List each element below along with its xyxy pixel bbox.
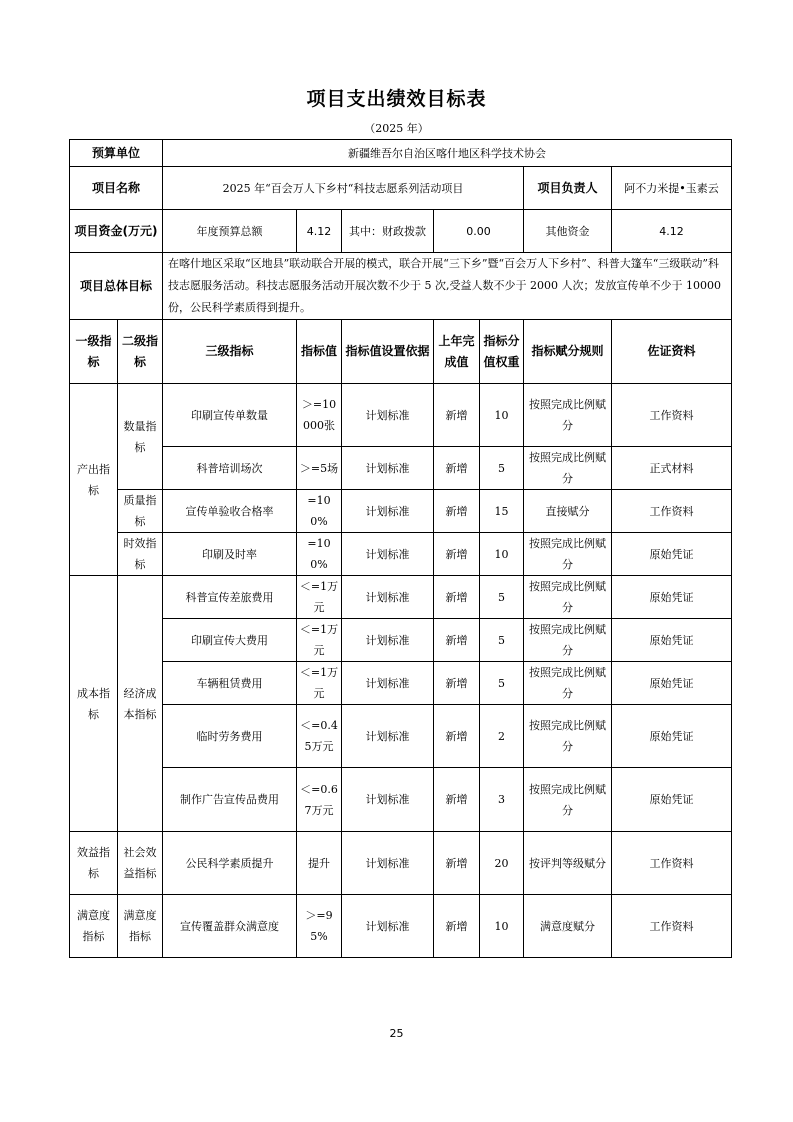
indicator-basis: 计划标准 (342, 533, 434, 576)
indicator-basis: 计划标准 (342, 576, 434, 619)
indicator-last-year: 新增 (434, 832, 480, 895)
fund-row (70, 210, 732, 253)
performance-table (69, 139, 732, 958)
indicator-value: ＜=1万元 (297, 619, 342, 662)
indicator-weight: 15 (480, 490, 524, 533)
fiscal-value: 0.00 (434, 210, 524, 253)
project-name-row (70, 167, 732, 210)
table-row (70, 705, 732, 768)
indicator-rule: 按照完成比例赋分 (524, 576, 612, 619)
table-row (70, 533, 732, 576)
indicator-weight: 5 (480, 619, 524, 662)
table-row (70, 490, 732, 533)
table-row (70, 576, 732, 619)
indicator-value: =100% (297, 533, 342, 576)
group-satisfaction-sub: 满意度指标 (118, 895, 163, 958)
indicator-evidence: 原始凭证 (612, 576, 732, 619)
indicator-name: 公民科学素质提升 (163, 832, 297, 895)
group-benefit: 效益指标 (70, 832, 118, 895)
indicator-last-year: 新增 (434, 705, 480, 768)
indicator-rule: 直接赋分 (524, 490, 612, 533)
indicator-value: ＞=10000张 (297, 384, 342, 447)
indicator-basis: 计划标准 (342, 447, 434, 490)
indicator-evidence: 工作资料 (612, 895, 732, 958)
indicator-value: ＜=1万元 (297, 662, 342, 705)
unit-value: 新疆维吾尔自治区喀什地区科学技术协会 (163, 140, 732, 167)
indicator-weight: 5 (480, 662, 524, 705)
indicator-weight: 3 (480, 768, 524, 832)
indicator-evidence: 工作资料 (612, 384, 732, 447)
group-cost: 成本指标 (70, 576, 118, 832)
indicator-rule: 按照完成比例赋分 (524, 705, 612, 768)
indicator-name: 印刷宣传大费用 (163, 619, 297, 662)
indicator-weight: 5 (480, 447, 524, 490)
table-row (70, 384, 732, 447)
table-row (70, 619, 732, 662)
other-funds-value: 4.12 (612, 210, 732, 253)
project-leader-label: 项目负责人 (524, 167, 612, 210)
indicator-name: 科普培训场次 (163, 447, 297, 490)
header-basis: 指标值设置依据 (342, 320, 434, 384)
indicator-evidence: 原始凭证 (612, 619, 732, 662)
indicator-rule: 按照完成比例赋分 (524, 619, 612, 662)
indicator-value: ＞=5场 (297, 447, 342, 490)
table-row (70, 447, 732, 490)
indicator-basis: 计划标准 (342, 490, 434, 533)
indicator-rule: 按照完成比例赋分 (524, 768, 612, 832)
project-name-label: 项目名称 (70, 167, 163, 210)
indicator-rule: 按照完成比例赋分 (524, 384, 612, 447)
indicator-last-year: 新增 (434, 447, 480, 490)
table-row (70, 895, 732, 958)
indicator-evidence: 工作资料 (612, 490, 732, 533)
indicator-last-year: 新增 (434, 533, 480, 576)
goal-row (70, 253, 732, 320)
indicator-weight: 20 (480, 832, 524, 895)
table-row (70, 832, 732, 895)
table-row (70, 662, 732, 705)
header-level1: 一级指标 (70, 320, 118, 384)
group-quality: 质量指标 (118, 490, 163, 533)
indicator-name: 印刷宣传单数量 (163, 384, 297, 447)
indicator-evidence: 原始凭证 (612, 768, 732, 832)
goal-label: 项目总体目标 (70, 253, 163, 320)
fiscal-label: 其中：财政拨款 (342, 210, 434, 253)
unit-label: 预算单位 (70, 140, 163, 167)
year-label: （2025 年） (364, 122, 429, 135)
indicator-value: ＜=0.45万元 (297, 705, 342, 768)
indicator-rule: 按评判等级赋分 (524, 832, 612, 895)
indicator-name: 制作广告宣传品费用 (163, 768, 297, 832)
indicator-rule: 按照完成比例赋分 (524, 447, 612, 490)
header-row (70, 320, 732, 384)
group-satisfaction: 满意度指标 (70, 895, 118, 958)
project-name-value: 2025 年“百会万人下乡村“科技志愿系列活动项目 (163, 167, 524, 210)
indicator-last-year: 新增 (434, 576, 480, 619)
indicator-weight: 10 (480, 895, 524, 958)
group-timeliness: 时效指标 (118, 533, 163, 576)
indicator-last-year: 新增 (434, 662, 480, 705)
page-title: 项目支出绩效目标表 (306, 88, 487, 110)
indicator-weight: 10 (480, 533, 524, 576)
indicator-last-year: 新增 (434, 768, 480, 832)
indicator-rule: 满意度赋分 (524, 895, 612, 958)
indicator-value: ＜=1万元 (297, 576, 342, 619)
indicator-basis: 计划标准 (342, 768, 434, 832)
group-economic: 经济成本指标 (118, 576, 163, 832)
indicator-name: 科普宣传差旅费用 (163, 576, 297, 619)
indicator-value: 提升 (297, 832, 342, 895)
indicator-rule: 按照完成比例赋分 (524, 662, 612, 705)
header-value: 指标值 (297, 320, 342, 384)
indicator-last-year: 新增 (434, 895, 480, 958)
table-row (70, 768, 732, 832)
group-social: 社会效益指标 (118, 832, 163, 895)
indicator-evidence: 原始凭证 (612, 662, 732, 705)
indicator-value: =100% (297, 490, 342, 533)
indicator-value: ＞=95% (297, 895, 342, 958)
header-level2: 二级指标 (118, 320, 163, 384)
indicator-basis: 计划标准 (342, 662, 434, 705)
indicator-last-year: 新增 (434, 384, 480, 447)
annual-budget-value: 4.12 (297, 210, 342, 253)
header-rule: 指标赋分规则 (524, 320, 612, 384)
indicator-basis: 计划标准 (342, 384, 434, 447)
goal-value: 在喀什地区采取“区地县”联动联合开展的模式，联合开展“三下乡”暨“百会万人下乡村”、科普大篷车“三级联动”科技志愿服务活动。科技志愿服务活动开展次数不少于 5 次,受益人数不少于 2000 人次；发放宣传单不少于 10000 份，公民科学素质得到提升。 (163, 253, 732, 320)
page-number: 25 (389, 1027, 404, 1040)
indicator-name: 宣传单验收合格率 (163, 490, 297, 533)
indicator-basis: 计划标准 (342, 895, 434, 958)
indicator-name: 宣传覆盖群众满意度 (163, 895, 297, 958)
header-last-year: 上年完成值 (434, 320, 480, 384)
indicator-evidence: 工作资料 (612, 832, 732, 895)
indicator-value: ＜=0.67万元 (297, 768, 342, 832)
header-evidence: 佐证资料 (612, 320, 732, 384)
indicator-evidence: 原始凭证 (612, 705, 732, 768)
indicator-name: 临时劳务费用 (163, 705, 297, 768)
indicator-name: 印刷及时率 (163, 533, 297, 576)
other-funds-label: 其他资金 (524, 210, 612, 253)
annual-budget-label: 年度预算总额 (163, 210, 297, 253)
group-quantity: 数量指标 (118, 384, 163, 490)
indicator-evidence: 原始凭证 (612, 533, 732, 576)
project-leader-value: 阿不力米提•玉素云 (612, 167, 732, 210)
indicator-rule: 按照完成比例赋分 (524, 533, 612, 576)
indicator-evidence: 正式材料 (612, 447, 732, 490)
indicator-basis: 计划标准 (342, 619, 434, 662)
fund-label: 项目资金(万元) (70, 210, 163, 253)
indicator-last-year: 新增 (434, 619, 480, 662)
group-output: 产出指标 (70, 384, 118, 576)
indicator-weight: 10 (480, 384, 524, 447)
indicator-basis: 计划标准 (342, 832, 434, 895)
indicator-weight: 2 (480, 705, 524, 768)
indicator-name: 车辆租赁费用 (163, 662, 297, 705)
header-level3: 三级指标 (163, 320, 297, 384)
unit-row (70, 140, 732, 167)
indicator-weight: 5 (480, 576, 524, 619)
indicator-basis: 计划标准 (342, 705, 434, 768)
header-weight: 指标分值权重 (480, 320, 524, 384)
indicator-last-year: 新增 (434, 490, 480, 533)
